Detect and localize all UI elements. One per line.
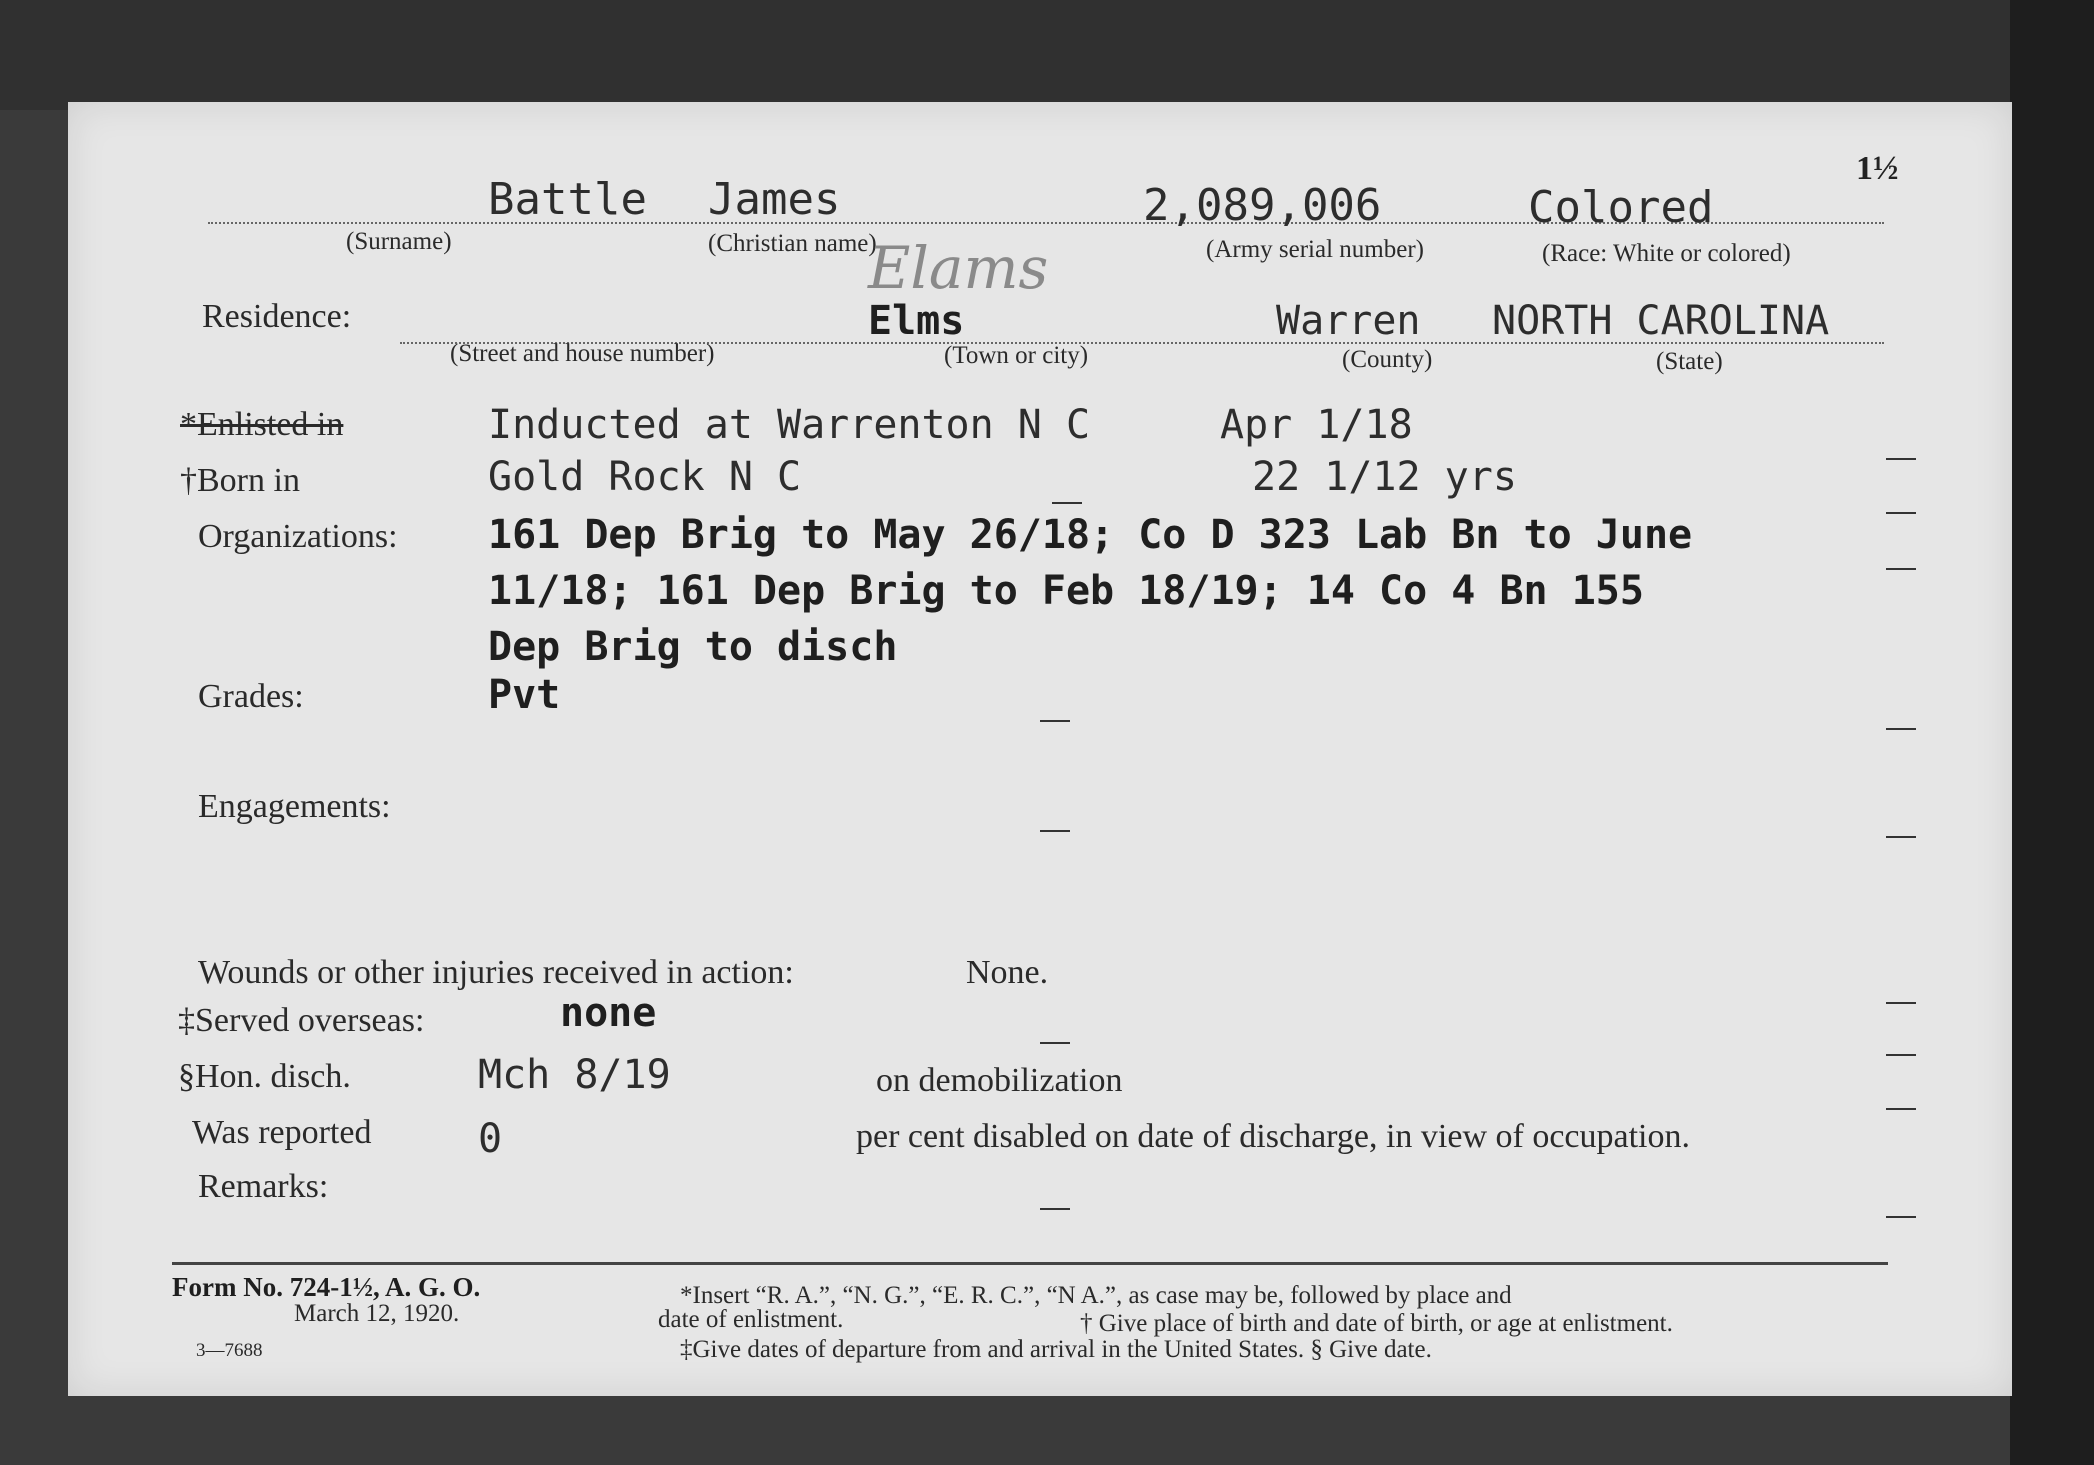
county-caption: (County) bbox=[1342, 346, 1433, 373]
state-value: NORTH CAROLINA bbox=[1492, 298, 1830, 344]
percent-disabled-value: 0 bbox=[478, 1116, 503, 1162]
age-value: 22 1/12 yrs bbox=[1252, 454, 1517, 500]
remarks-label: Remarks: bbox=[198, 1168, 329, 1205]
state-caption: (State) bbox=[1656, 348, 1723, 375]
born-value: Gold Rock N C bbox=[488, 454, 802, 500]
served-overseas-value: none bbox=[560, 990, 657, 1036]
organizations-line-1: 161 Dep Brig to May 26/18; Co D 323 Lab Bn to June bbox=[488, 512, 1693, 558]
page-number: 1½ bbox=[1856, 150, 1899, 187]
form-date: March 12, 1920. bbox=[294, 1300, 460, 1327]
christian-name-caption: (Christian name) bbox=[708, 230, 877, 257]
county-value: Warren bbox=[1276, 298, 1421, 344]
service-record-card bbox=[68, 102, 2012, 1396]
print-code: 3—7688 bbox=[196, 1340, 263, 1361]
grades-label: Grades: bbox=[198, 678, 304, 715]
disabled-text: per cent disabled on date of discharge, in view of occupation. bbox=[856, 1118, 1690, 1155]
enlisted-label: *Enlisted in bbox=[180, 406, 344, 443]
serial-number-caption: (Army serial number) bbox=[1206, 236, 1424, 263]
footer-rule bbox=[172, 1262, 1888, 1265]
remarks-dash bbox=[1886, 1216, 1916, 1218]
surname-caption: (Surname) bbox=[346, 228, 452, 255]
grades-value: Pvt bbox=[488, 672, 561, 718]
organizations-line-3: Dep Brig to disch bbox=[488, 624, 898, 670]
enlisted-value: Inducted at Warrenton N C bbox=[488, 402, 1091, 448]
scanner-background-right bbox=[2010, 0, 2094, 1465]
born-label: †Born in bbox=[180, 462, 300, 499]
organizations-dash bbox=[1886, 568, 1916, 570]
engagements-dash bbox=[1886, 836, 1916, 838]
organizations-line-2: 11/18; 161 Dep Brig to Feb 18/19; 14 Co 4 Bn 155 bbox=[488, 568, 1644, 614]
enlisted-dash bbox=[1886, 458, 1916, 460]
street-caption: (Street and house number) bbox=[450, 340, 715, 367]
engagements-label: Engagements: bbox=[198, 788, 391, 825]
demobilization-text: on demobilization bbox=[876, 1062, 1123, 1099]
hon-disch-label: §Hon. disch. bbox=[178, 1058, 351, 1095]
born-dash bbox=[1886, 512, 1916, 514]
engagements-mid-dash bbox=[1040, 830, 1070, 832]
was-reported-label: Was reported bbox=[192, 1114, 372, 1151]
footnote-enlisted: *Insert “R. A.”, “N. G.”, “E. R. C.”, “N A.”, as case may be, followed by place and bbox=[680, 1282, 1512, 1309]
footnote-overseas: ‡Give dates of departure from and arrival in the United States. § Give date. bbox=[680, 1336, 1432, 1363]
footnote-enlisted-cont: date of enlistment. bbox=[658, 1306, 844, 1333]
handwritten-town-correction: Elams bbox=[868, 234, 1049, 302]
overseas-mid-dash bbox=[1040, 1042, 1070, 1044]
town-caption: (Town or city) bbox=[944, 342, 1089, 369]
town-value: Elms bbox=[868, 298, 965, 344]
born-mid-dash bbox=[1052, 502, 1082, 504]
reported-dash bbox=[1886, 1108, 1916, 1110]
residence-label: Residence: bbox=[202, 298, 352, 335]
grades-mid-dash bbox=[1040, 720, 1070, 722]
hon-disch-dash bbox=[1886, 1054, 1916, 1056]
form-number: Form No. 724-1½, A. G. O. bbox=[172, 1272, 481, 1302]
hon-disch-value: Mch 8/19 bbox=[478, 1052, 671, 1098]
serial-number-value: 2,089,006 bbox=[1143, 180, 1382, 231]
overseas-dash bbox=[1886, 1002, 1916, 1004]
grades-dash bbox=[1886, 728, 1916, 730]
race-value: Colored bbox=[1528, 182, 1714, 233]
race-caption: (Race: White or colored) bbox=[1542, 240, 1791, 267]
served-overseas-label: ‡Served overseas: bbox=[178, 1002, 425, 1039]
remarks-mid-dash bbox=[1040, 1208, 1070, 1210]
organizations-label: Organizations: bbox=[198, 518, 398, 555]
wounds-value: None. bbox=[966, 954, 1049, 991]
surname-value: Battle bbox=[488, 174, 647, 225]
enlisted-date-value: Apr 1/18 bbox=[1220, 402, 1413, 448]
wounds-label: Wounds or other injuries received in action: bbox=[198, 954, 794, 991]
christian-name-value: James bbox=[708, 174, 841, 225]
scanner-background-top bbox=[0, 0, 2094, 110]
footnote-born: † Give place of birth and date of birth, or age at enlistment. bbox=[1080, 1310, 1673, 1337]
